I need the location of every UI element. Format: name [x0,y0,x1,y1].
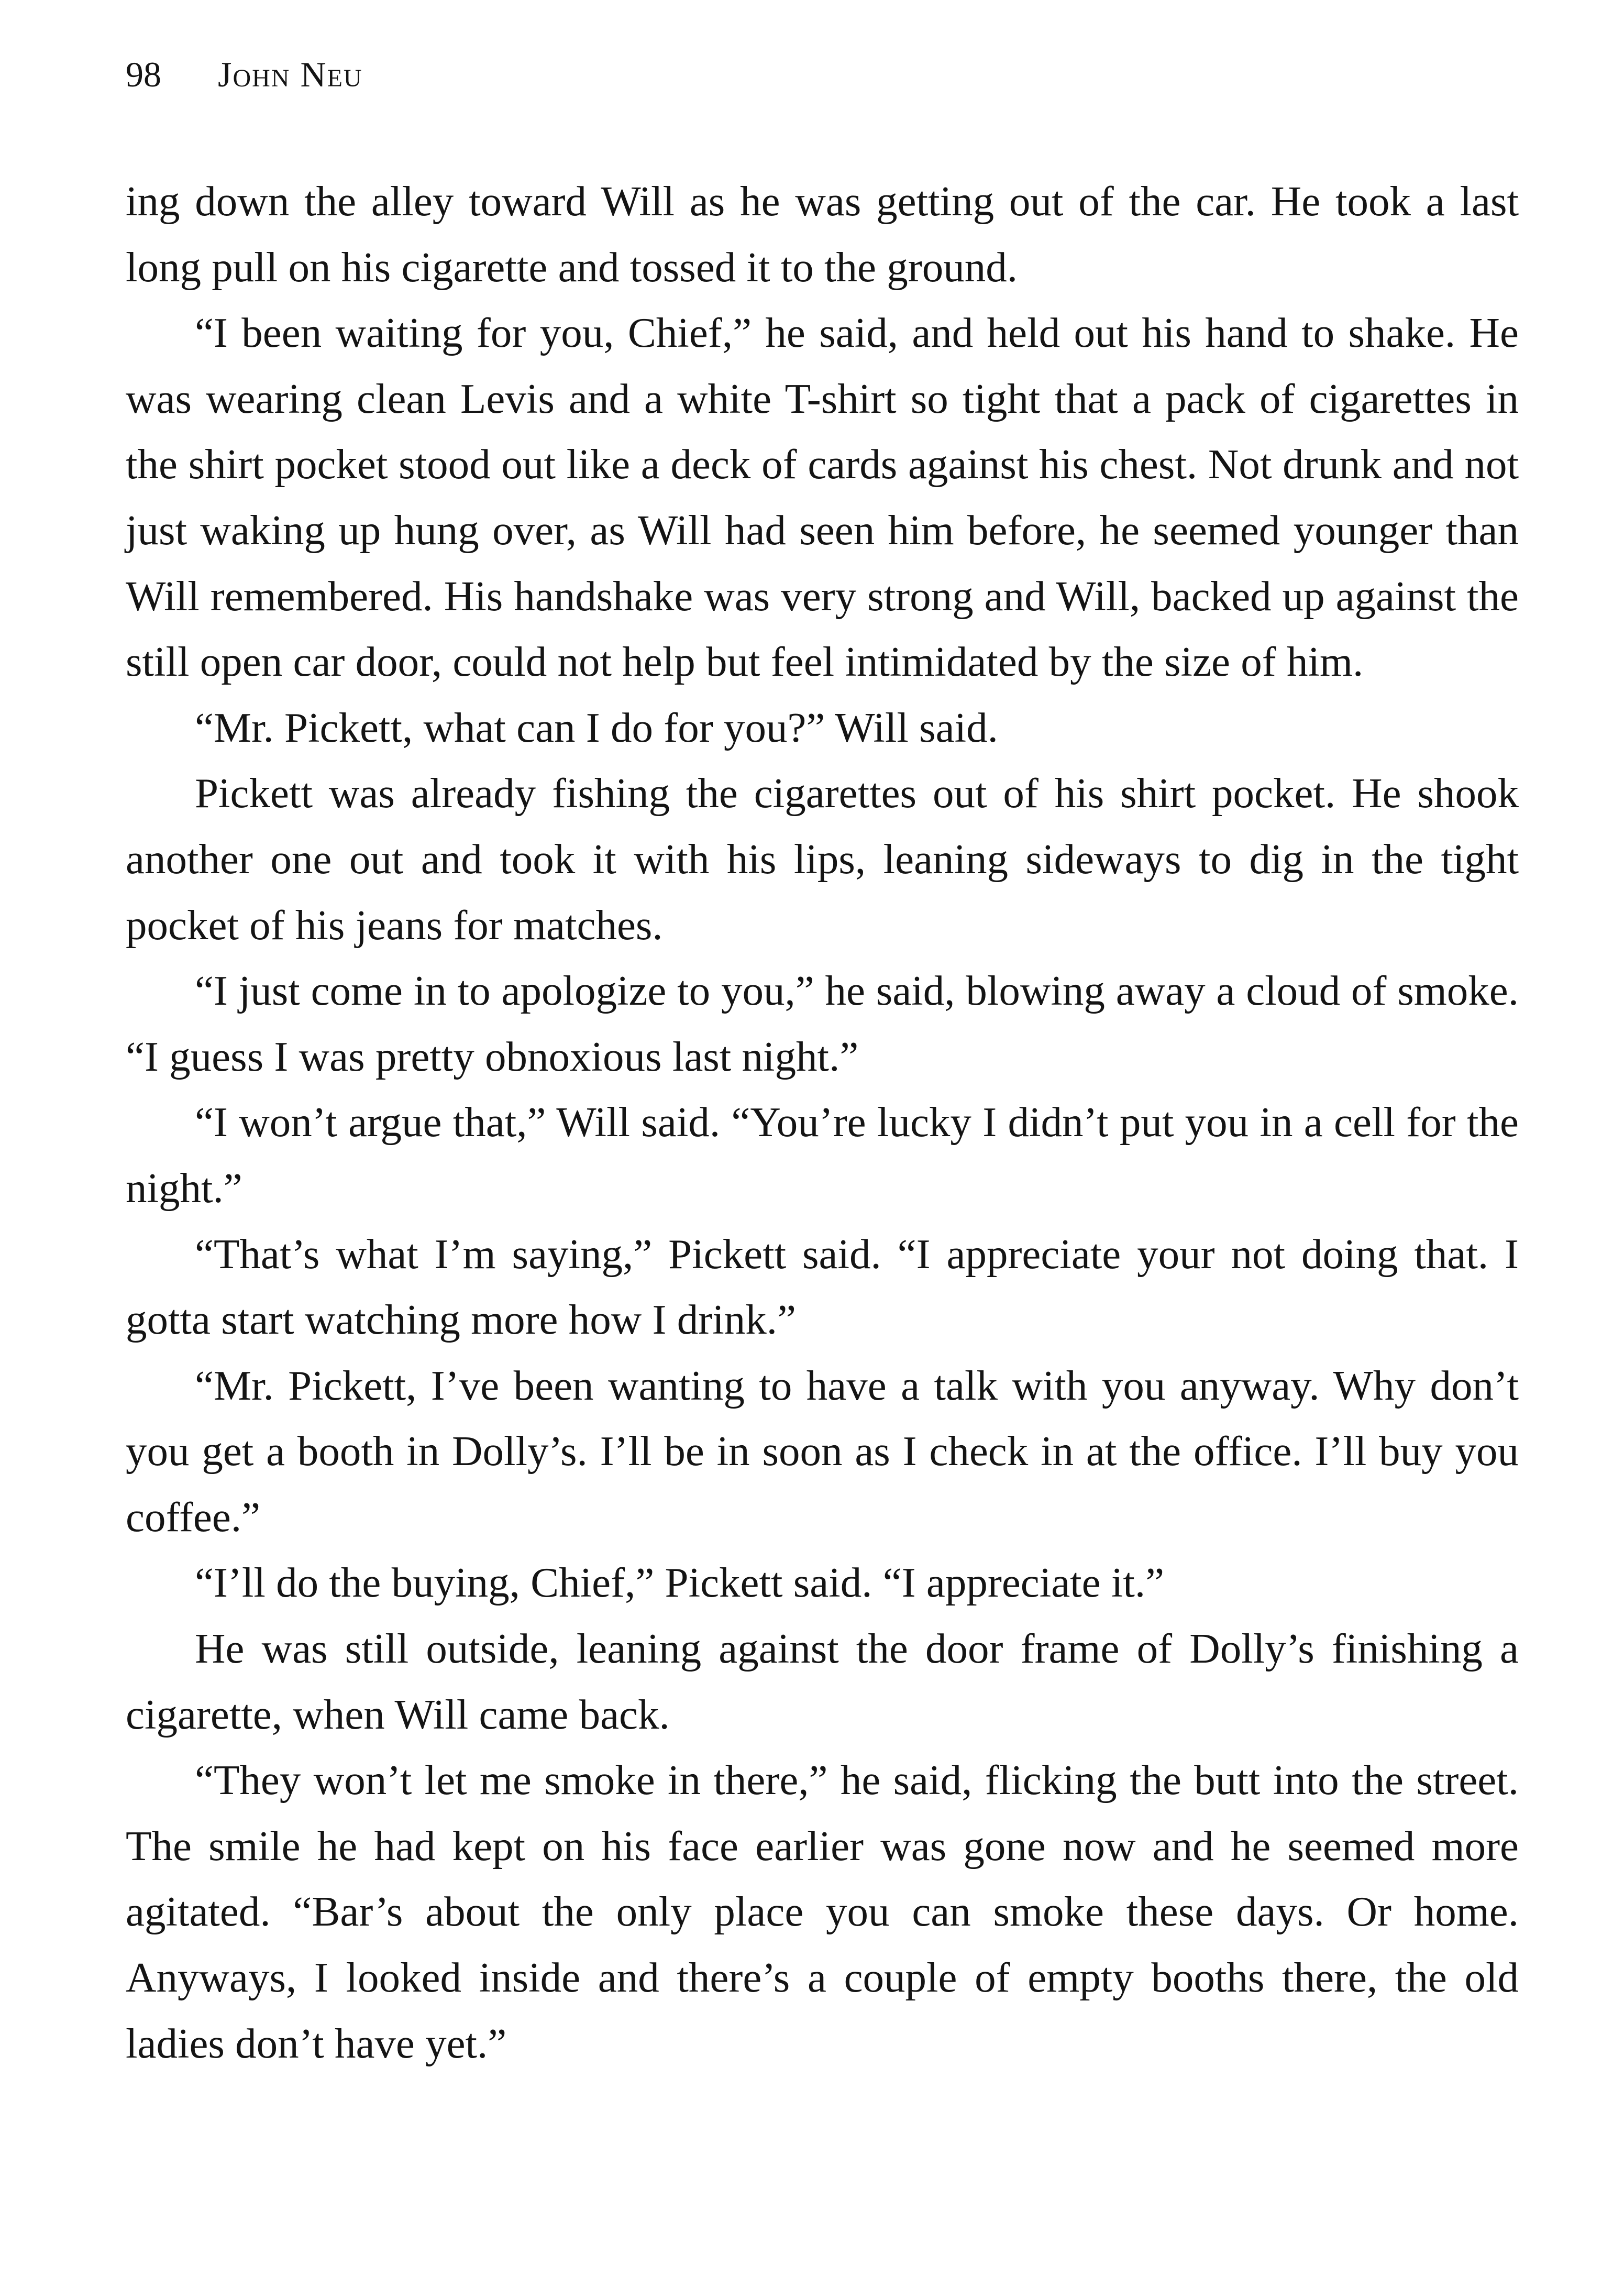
paragraph: “Mr. Pickett, I’ve been wanting to have a talk with you anyway. Why don’t you get a booth in Dolly’s. I’ll be in soon as I check in at the office. I’ll buy you coffee.” [126,1361,1519,1541]
paragraph: “That’s what I’m saying,” Pickett said. “I appreciate your not doing that. I gotta start watching more how I drink.” [126,1230,1519,1344]
paragraph: “Mr. Pickett, what can I do for you?” Will said. [195,703,998,751]
paragraph: “I won’t argue that,” Will said. “You’re lucky I didn’t put you in a cell for the night.” [126,1098,1519,1212]
paragraph: “They won’t let me smoke in there,” he said, flicking the butt into the street. The smile he had kept on his face earlier was gone now and he seemed more agitated. “Bar’s about the only place you can smoke these days. Or home. Anyways, I looked inside and there’s a couple of empty booths there, the old ladies don’t have yet.” [126,1756,1519,2067]
paragraph: “I’ll do the buying, Chief,” Pickett said. “I appreciate it.” [195,1559,1165,1607]
paragraph: “I been waiting for you, Chief,” he said, and held out his hand to shake. He was wearing clean Levis and a white T-shirt so tight that a pack of cigarettes in the shirt pocket stood out like a deck of cards against his chest. Not drunk and not just waking up hung over, as Will had seen him before, he seemed younger than Will remembered. His handshake was very strong and Will, backed up against the still open car door, could not help but feel intimidated by the size of him. [126,309,1519,686]
paragraph: “I just come in to apologize to you,” he said, blowing away a cloud of smoke. “I guess I was pretty obnoxious last night.” [126,967,1519,1080]
page-number: 98 [126,54,161,94]
running-head [126,54,363,94]
running-head-author: John Neu [218,54,363,94]
body-text [126,169,1519,2076]
paragraph: Pickett was already fishing the cigarettes out of his shirt pocket. He shook another one out and took it with his lips, leaning sideways to dig in the tight pocket of his jeans for matches. [126,769,1519,949]
paragraph: ing down the alley toward Will as he was getting out of the car. He took a last long pull on his cigarette and tossed it to the ground. [126,178,1519,291]
paragraph: He was still outside, leaning against the door frame of Dolly’s finishing a cigarette, when Will came back. [126,1625,1519,1738]
